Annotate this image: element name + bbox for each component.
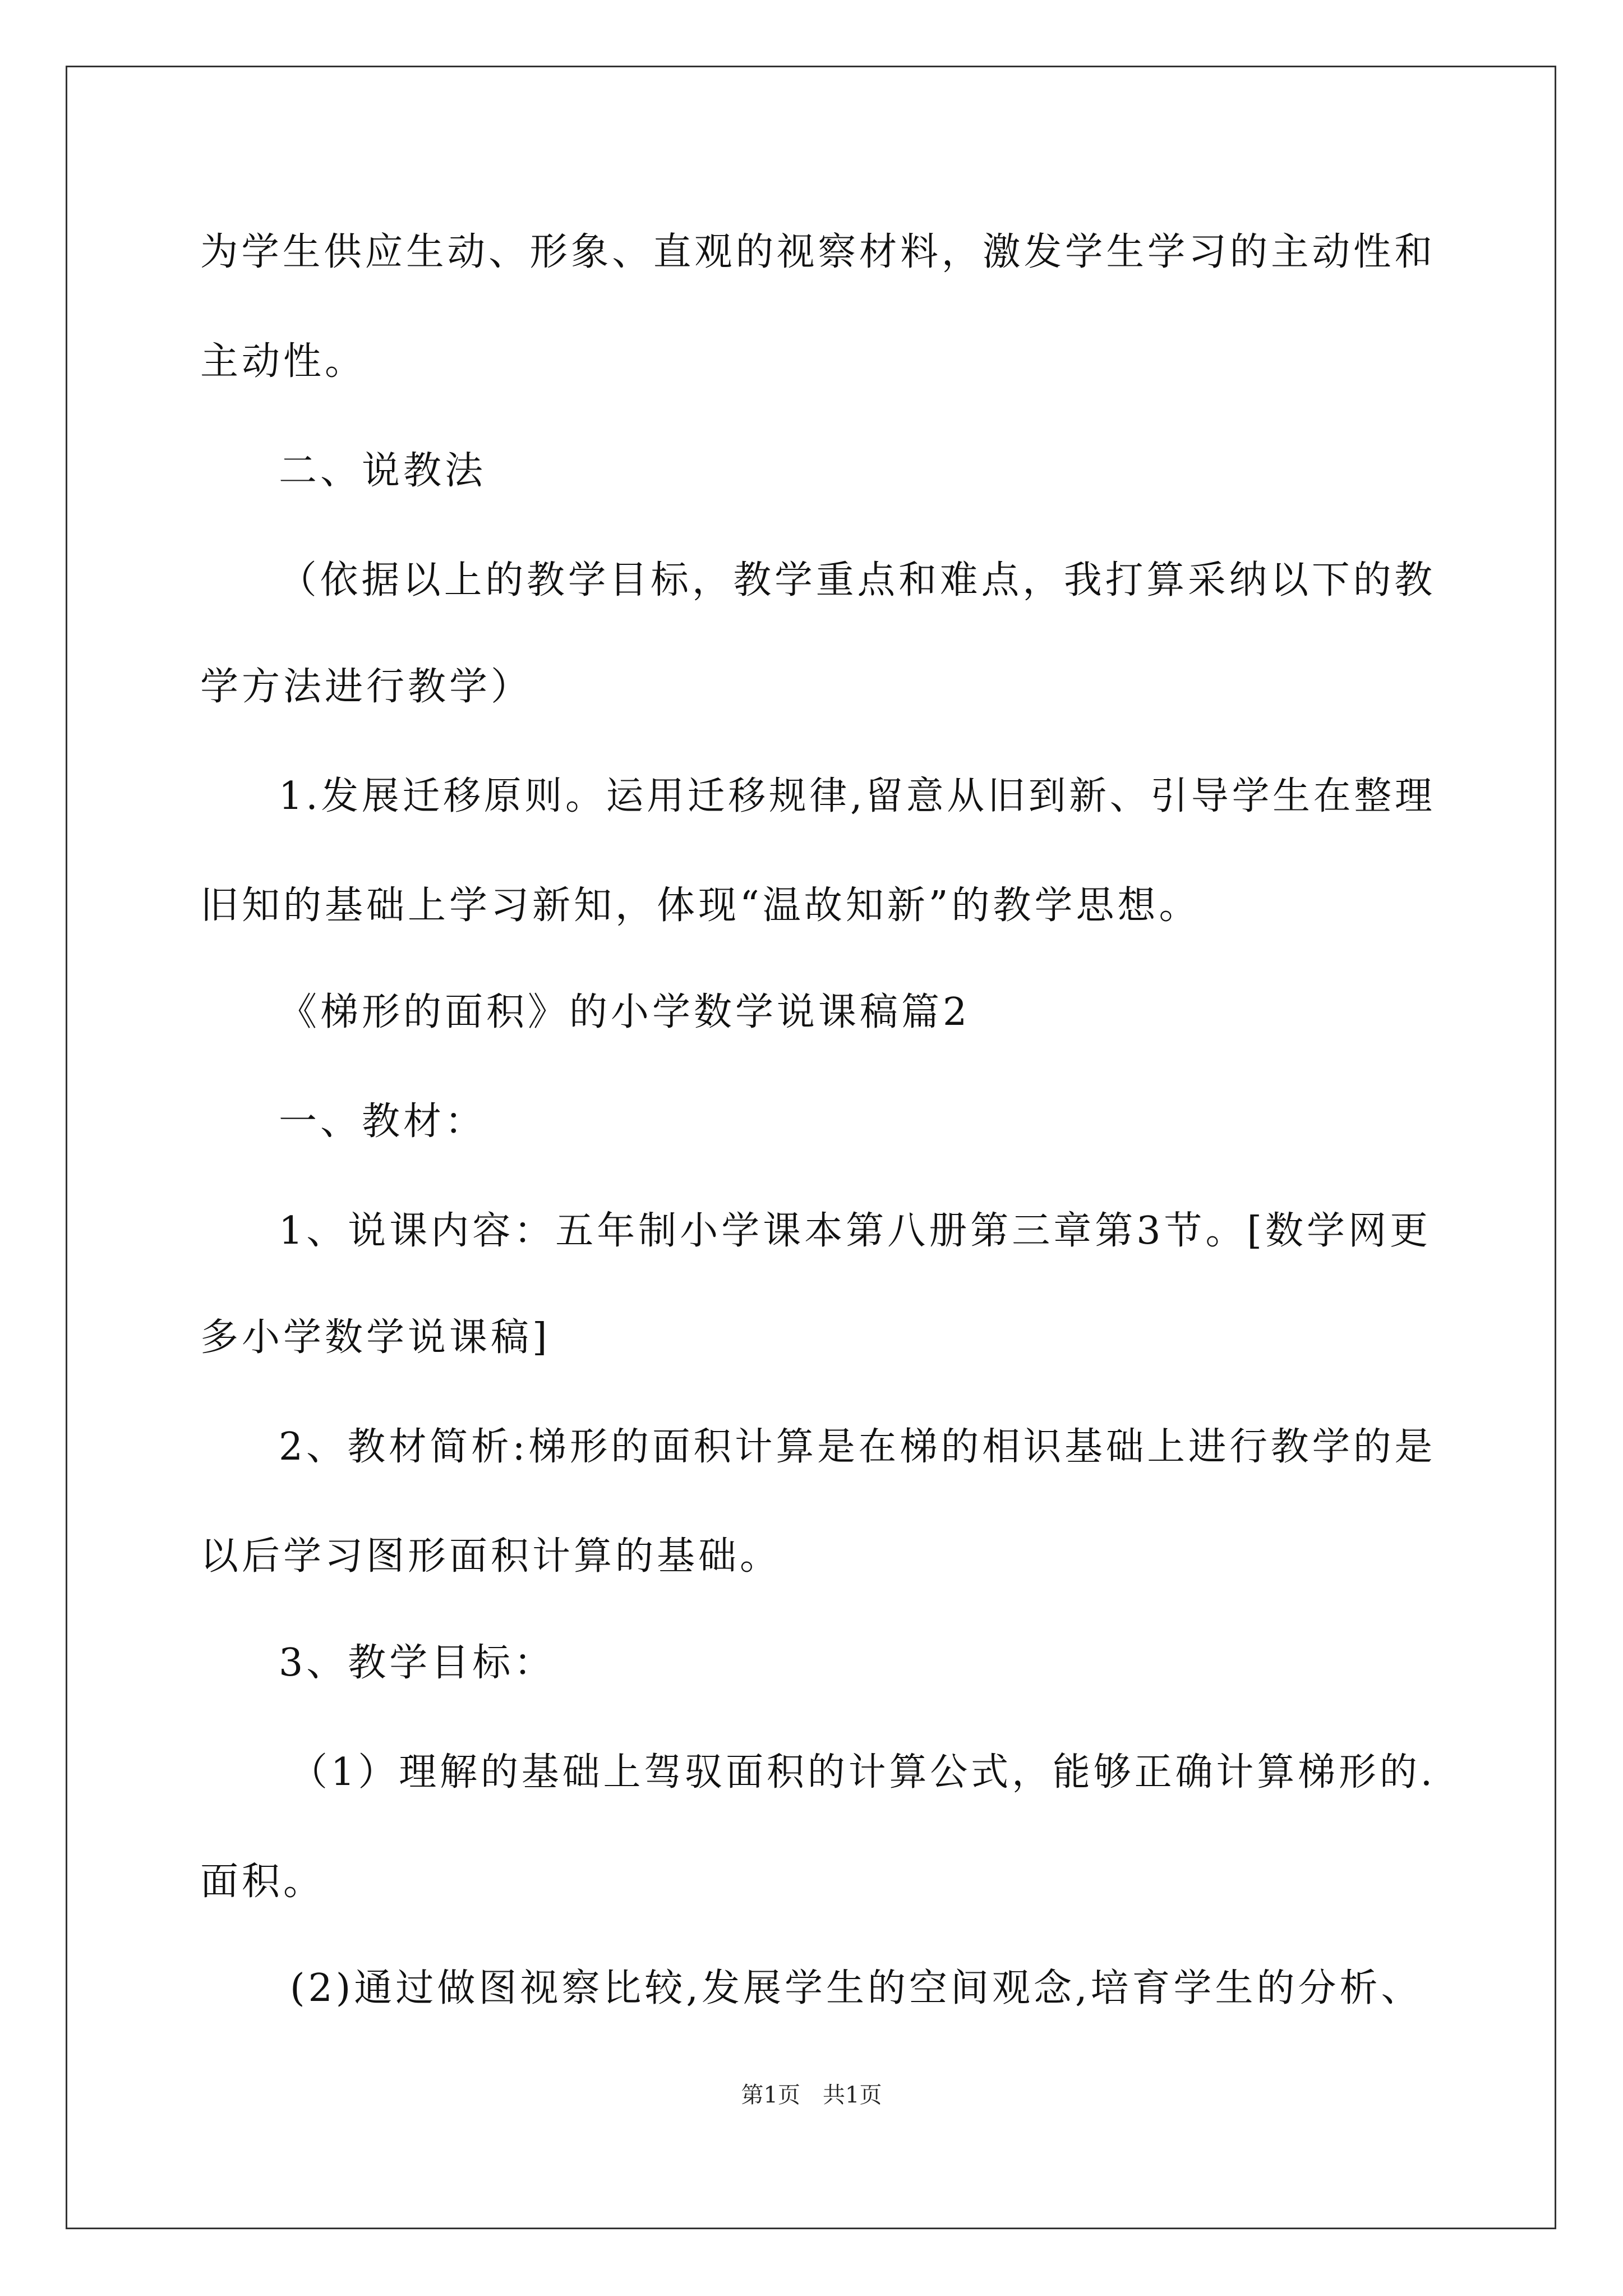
section-heading: 二、说教法 [279,449,487,493]
text-line: 多小学数学说课稿] [200,1315,551,1360]
article-title: 《梯形的面积》的小学数学说课稿篇2 [279,990,971,1034]
text-line: (2)通过做图视察比较,发展学生的空间观念,培育学生的分析、 [290,1966,1423,2010]
text-line: 以后学习图形面积计算的基础。 [200,1534,782,1579]
text-line: （1）理解的基础上驾驭面积的计算公式，能够正确计算梯形的. [290,1750,1436,1795]
text-line: （依据以上的教学目标，教学重点和难点，我打算采纳以下的教 [279,558,1436,602]
section-heading: 一、教材： [279,1099,487,1144]
text-line: 为学生供应生动、形象、直观的视察材料，激发学生学习的主动性和 [200,230,1436,274]
page-border [66,66,1556,2229]
text-line: 旧知的基础上学习新知，体现“温故知新”的教学思想。 [200,884,1201,928]
section-heading: 3、教学目标： [279,1641,556,1685]
page-footer: 第1页 共1页 [741,2082,882,2108]
text-line: 1.发展迁移原则。运用迁移规律,留意从旧到新、引导学生在整理 [279,774,1436,818]
text-line: 主动性。 [200,339,367,384]
text-line: 学方法进行教学） [200,665,533,709]
text-line: 2、教材简析:梯形的面积计算是在梯的相识基础上进行教学的是 [279,1425,1436,1469]
text-line: 面积。 [200,1860,325,1904]
text-line: 1、说课内容：五年制小学课本第八册第三章第3节。[数学网更 [279,1209,1432,1253]
